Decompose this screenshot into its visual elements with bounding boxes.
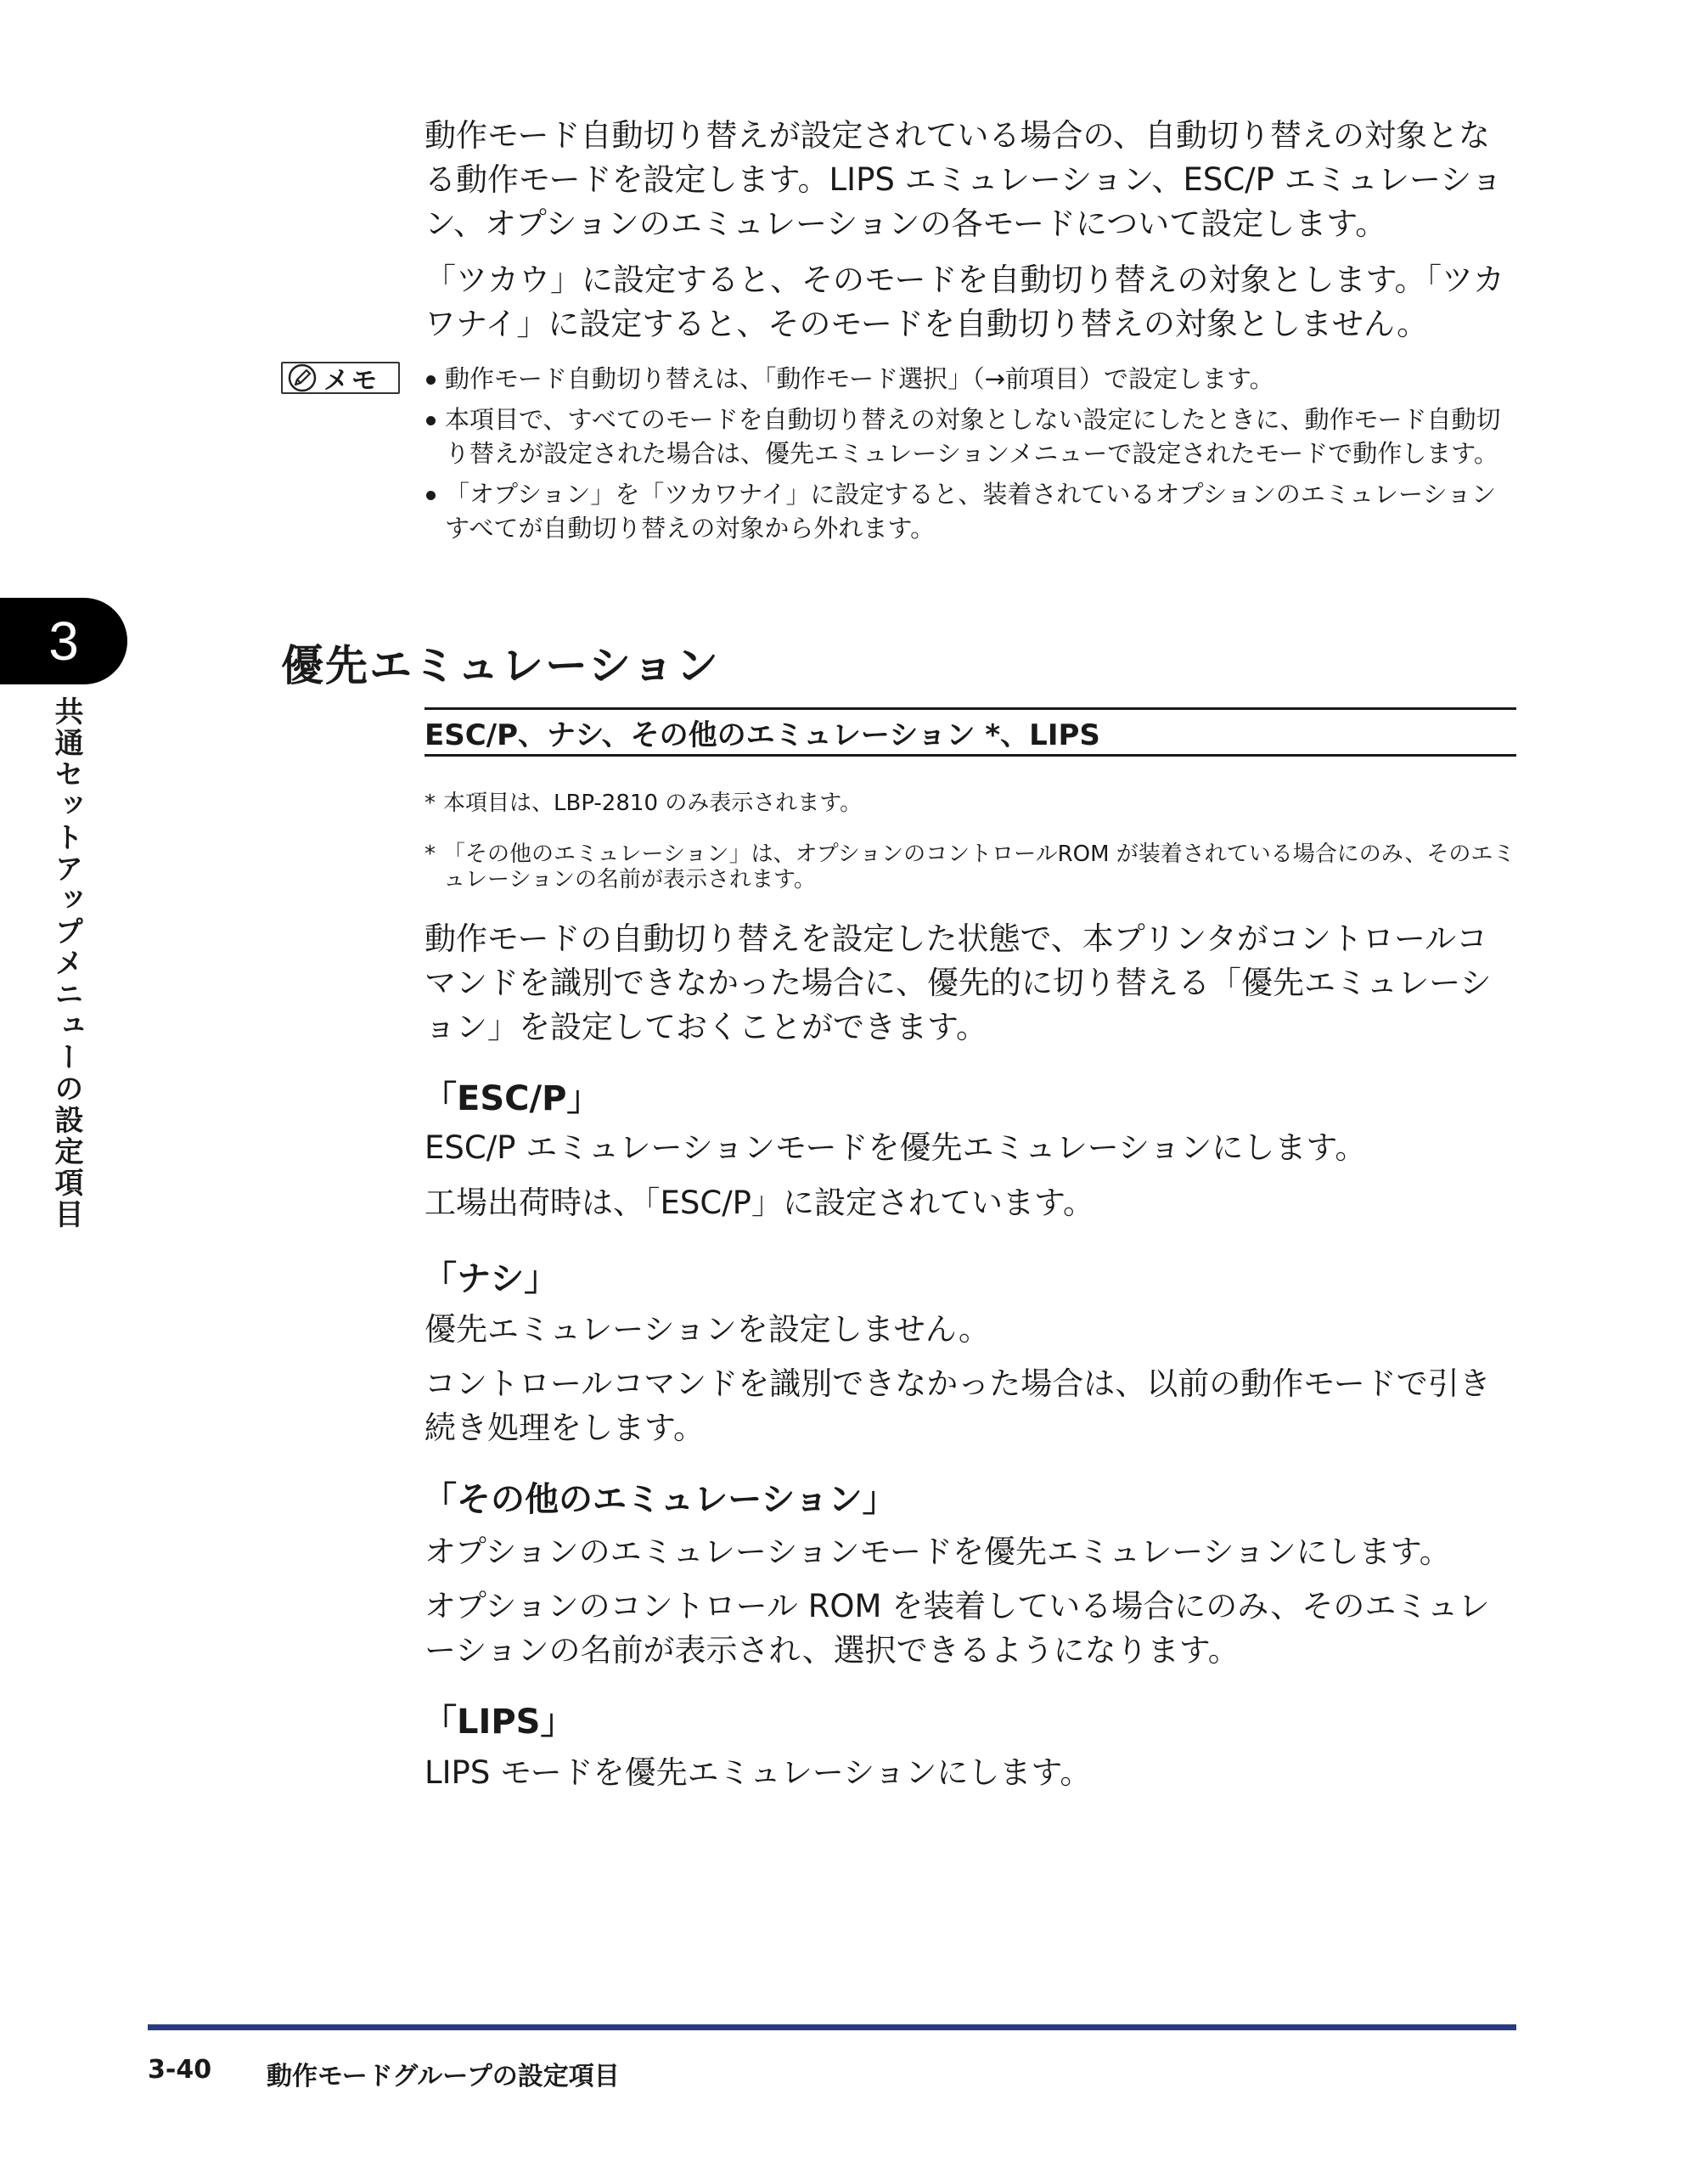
subsection-text: ESC/P エミュレーションモードを優先エミュレーションにします。 — [424, 1129, 1367, 1166]
chapter-number: 3 — [48, 611, 79, 672]
footer-title: 動作モードグループの設定項目 — [267, 2062, 620, 2091]
options-box — [424, 707, 1516, 757]
section-title: 優先エミュレーション — [281, 641, 720, 690]
subsection-text: オプションのエミュレーションモードを優先エミュレーションにします。 — [424, 1534, 1451, 1570]
intro-paragraph-1: 動作モード自動切り替えが設定されている場合の、自動切り替えの対象となる動作モードを設定します。LIPS エミュレーション、ESC/P エミュレーション、オプションのエミュレーションの各モードについて設定します。 — [424, 117, 1503, 242]
footnote-mark: * — [424, 791, 436, 816]
section-description: 動作モードの自動切り替えを設定した状態で、本プリンタがコントロールコマンドを識別できなかった場合に、優先的に切り替える「優先エミュレーション」を設定しておくことができます。 — [424, 920, 1492, 1045]
footnote-text: 「その他のエミュレーション」は、オプションのコントロールROM が装着されている場合にのみ、そのエミュレーションの名前が表示されます。 — [443, 842, 1515, 892]
subsection-text: LIPS モードを優先エミュレーションにします。 — [424, 1754, 1092, 1791]
subsection-heading-lips: 「LIPS」 — [423, 1703, 575, 1742]
subsection-heading-escp: 「ESC/P」 — [423, 1079, 601, 1118]
intro-paragraph-2: 「ツカウ」に設定すると、そのモードを自動切り替えの対象とします。「ツカワナイ」に設定すると、そのモードを自動切り替えの対象としません。 — [424, 262, 1505, 342]
footnote — [424, 842, 1520, 892]
footer-rule — [148, 2024, 1516, 2030]
list-item: 動作モード自動切り替えは、「動作モード選択」（→前項目）で設定します。 — [424, 362, 1520, 396]
subsection-text: 優先エミュレーションを設定しません。 — [424, 1311, 990, 1348]
subsection-heading-other: 「その他のエミュレーション」 — [423, 1480, 897, 1519]
memo-label: メモ — [323, 366, 380, 396]
page-number: 3-40 — [148, 2055, 212, 2085]
memo-badge — [281, 362, 400, 394]
chapter-tab — [0, 598, 127, 684]
options-text: ESC/P、ナシ、その他のエミュレーション *、LIPS — [424, 718, 1100, 752]
subsection-heading-none: 「ナシ」 — [423, 1259, 559, 1298]
list-item: 本項目で、すべてのモードを自動切り替えの対象としない設定にしたときに、動作モード自動切り替えが設定された場合は、優先エミュレーションメニューで設定されたモードで動作します。 — [424, 402, 1520, 470]
intro-block — [424, 114, 1515, 358]
chapter-title-vertical: 共通セットアップメニューの設定項目 — [49, 696, 83, 1230]
subsection-text: 工場出荷時は、「ESC/P」に設定されています。 — [424, 1185, 1095, 1221]
footnote — [424, 791, 1520, 816]
subsection-text: オプションのコントロール ROM を装着している場合にのみ、そのエミュレーションの名前が表示され、選択できるようになります。 — [424, 1588, 1490, 1669]
footnote-mark: * — [424, 842, 436, 867]
list-item: 「オプション」を「ツカワナイ」に設定すると、装着されているオプションのエミュレーションすべてが自動切り替えの対象から外れます。 — [424, 477, 1520, 545]
subsection-text: コントロールコマンドを識別できなかった場合は、以前の動作モードで引き続き処理をします。 — [424, 1365, 1491, 1446]
pencil-icon — [288, 363, 317, 392]
footnote-text: 本項目は、LBP-2810 のみ表示されます。 — [443, 791, 863, 816]
memo-list — [424, 362, 1520, 552]
